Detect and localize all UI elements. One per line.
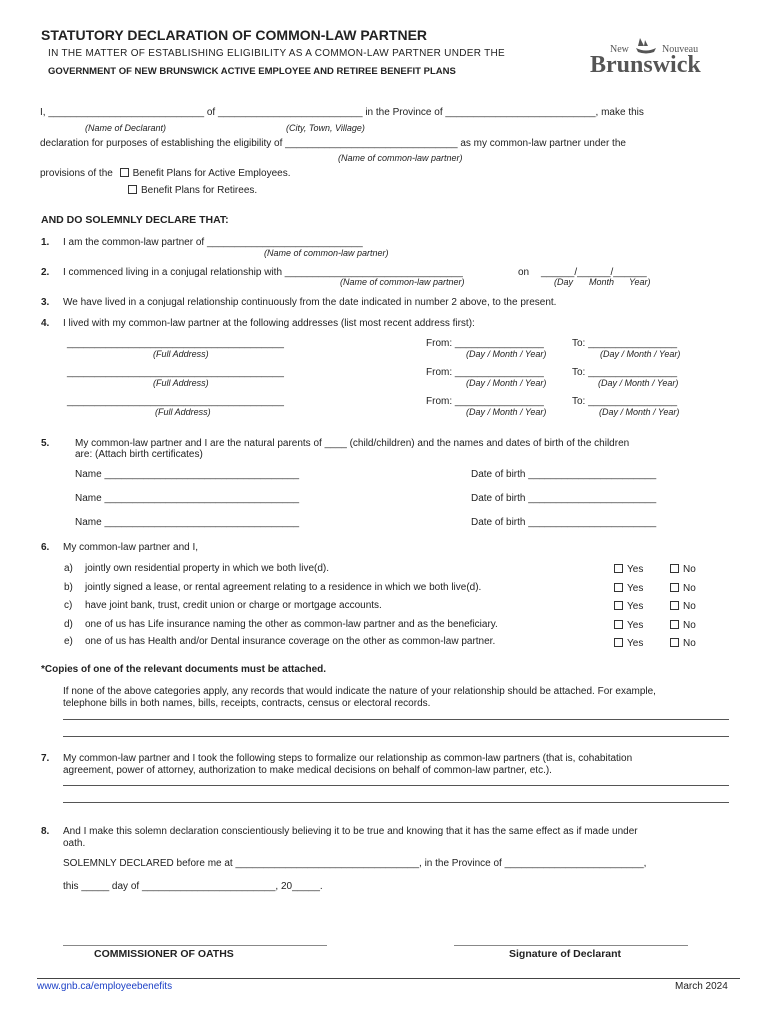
question-e-no[interactable]: No xyxy=(670,638,696,649)
item-2-text: I commenced living in a conjugal relationship with ________________________________ xyxy=(63,267,463,278)
no-checkbox[interactable] xyxy=(670,564,679,573)
item-2-on: on xyxy=(518,267,530,278)
item-3-text: We have lived in a conjugal relationship continuously from the date indicated in number 2 above, to the present. xyxy=(63,297,557,308)
new-brunswick-logo xyxy=(588,36,726,80)
yes-checkbox[interactable] xyxy=(614,564,623,573)
day-label: (Day xyxy=(554,277,574,287)
month-label: Month xyxy=(589,277,615,287)
logo-new-text: New xyxy=(610,44,629,55)
question-a-yes[interactable]: Yes xyxy=(614,564,643,575)
yes-checkbox[interactable] xyxy=(614,583,623,592)
address-3-to[interactable]: To: ________________ xyxy=(572,396,678,407)
declared-before-line[interactable]: SOLEMNLY DECLARED before me at _________________________________, in the Province of _________________________, xyxy=(63,858,647,869)
employee-benefits-link[interactable]: www.gnb.ca/employeebenefits xyxy=(37,981,173,992)
item-5-text-a: My common-law partner and I are the natural parents of ____ (child/children) and the names and dates of birth of the children xyxy=(75,438,630,449)
yes-checkbox[interactable] xyxy=(614,638,623,647)
city-label: (City, Town, Village) xyxy=(286,123,365,133)
address-2-to-label: (Day / Month / Year) xyxy=(598,378,679,388)
commissioner-signature-line[interactable] xyxy=(63,945,327,946)
date-line[interactable]: this _____ day of ________________________, 20_____. xyxy=(63,881,323,892)
address-3-from-label: (Day / Month / Year) xyxy=(466,407,547,417)
item-5-text-b: are: (Attach birth certificates) xyxy=(75,449,203,460)
question-c-yes[interactable]: Yes xyxy=(614,601,643,612)
child-2-name-field[interactable]: Name ___________________________________ xyxy=(75,493,300,504)
address-1-field[interactable]: _______________________________________ xyxy=(67,338,284,349)
item-1-label: (Name of common-law partner) xyxy=(264,248,389,258)
address-1-from-label: (Day / Month / Year) xyxy=(466,349,547,359)
question-d-text: one of us has Life insurance naming the other as common-law partner and as the beneficiary. xyxy=(85,619,498,630)
question-a-no[interactable]: No xyxy=(670,564,696,575)
item-number-4: 4. xyxy=(41,318,50,329)
retirees-option-row xyxy=(128,185,257,196)
child-2-dob-field[interactable]: Date of birth _______________________ xyxy=(471,493,657,504)
retirees-checkbox[interactable] xyxy=(128,185,137,194)
page-title: STATUTORY DECLARATION OF COMMON-LAW PARTNER xyxy=(41,27,428,43)
no-checkbox[interactable] xyxy=(670,583,679,592)
child-3-dob-field[interactable]: Date of birth _______________________ xyxy=(471,517,657,528)
year-label: Year) xyxy=(629,277,651,287)
declarant-name-label: (Name of Declarant) xyxy=(85,123,167,133)
copies-note: *Copies of one of the relevant documents must be attached. xyxy=(41,664,327,675)
intro-line-2: declaration for purposes of establishing the eligibility of _______________________________ as my common-law partner under the xyxy=(40,138,626,149)
revision-date: March 2024 xyxy=(675,981,728,992)
question-b-yes[interactable]: Yes xyxy=(614,583,643,594)
question-a-text: jointly own residential property in which we both live(d). xyxy=(85,563,330,574)
item-2-date-field[interactable]: ______/______/______ xyxy=(541,267,647,278)
footer-divider xyxy=(37,978,740,979)
question-d-no[interactable]: No xyxy=(670,620,696,631)
item-number-5: 5. xyxy=(41,438,50,449)
active-employees-option: Benefit Plans for Active Employees. xyxy=(132,168,291,179)
item-8-text-a: And I make this solemn declaration conscientiously believing it to be true and knowing that it has the same effect as if made under xyxy=(63,826,638,837)
item-number-3: 3. xyxy=(41,297,50,308)
item-4-text: I lived with my common-law partner at the following addresses (list most recent address first): xyxy=(63,318,475,329)
address-1-from[interactable]: From: ________________ xyxy=(426,338,544,349)
intro-line-1: I, ____________________________ of __________________________ in the Province of ___________________________, make this xyxy=(40,107,644,118)
question-b-text: jointly signed a lease, or rental agreement relating to a residence in which we both live(d). xyxy=(85,582,482,593)
item-number-2: 2. xyxy=(41,267,50,278)
item-number-1: 1. xyxy=(41,237,50,248)
question-d-yes[interactable]: Yes xyxy=(614,620,643,631)
subtitle-line-1: IN THE MATTER OF ESTABLISHING ELIGIBILITY AS A COMMON-LAW PARTNER UNDER THE xyxy=(48,48,506,59)
item-number-7: 7. xyxy=(41,753,50,764)
address-2-from-label: (Day / Month / Year) xyxy=(466,378,547,388)
question-e-text: one of us has Health and/or Dental insurance coverage on the other as common-law partner. xyxy=(85,636,496,647)
child-1-dob-field[interactable]: Date of birth _______________________ xyxy=(471,469,657,480)
question-a-letter: a) xyxy=(64,563,73,574)
question-d-letter: d) xyxy=(64,619,73,630)
address-2-label: (Full Address) xyxy=(153,378,209,388)
item-7-text-b: agreement, power of attorney, authorization to make medical decisions on behalf of common-law partner, etc.). xyxy=(63,765,552,776)
none-apply-text-a: If none of the above categories apply, any records that would indicate the nature of your relationship should be attached. For example, xyxy=(63,686,656,697)
address-1-to[interactable]: To: ________________ xyxy=(572,338,678,349)
item-1-text: I am the common-law partner of ____________________________ xyxy=(63,237,363,248)
address-3-to-label: (Day / Month / Year) xyxy=(599,407,680,417)
address-3-label: (Full Address) xyxy=(155,407,211,417)
address-1-to-label: (Day / Month / Year) xyxy=(600,349,681,359)
question-b-no[interactable]: No xyxy=(670,583,696,594)
address-2-to[interactable]: To: ________________ xyxy=(572,367,678,378)
child-1-name-field[interactable]: Name ___________________________________ xyxy=(75,469,300,480)
item-number-8: 8. xyxy=(41,826,50,837)
address-3-field[interactable]: _______________________________________ xyxy=(67,396,284,407)
commissioner-label: COMMISSIONER OF OATHS xyxy=(94,948,234,960)
records-line-2[interactable] xyxy=(63,736,729,737)
item-6-text: My common-law partner and I, xyxy=(63,542,199,553)
logo-brunswick-text: Brunswick xyxy=(590,52,701,78)
steps-line-1[interactable] xyxy=(63,785,729,786)
item-7-text-a: My common-law partner and I took the following steps to formalize our relationship as common-law partners (that is, cohabitation xyxy=(63,753,633,764)
partner-name-label: (Name of common-law partner) xyxy=(338,153,463,163)
question-b-letter: b) xyxy=(64,582,73,593)
provisions-label: provisions of the Benefit Plans for Active Employees. xyxy=(40,168,291,179)
declarant-signature-line[interactable] xyxy=(454,945,688,946)
no-checkbox[interactable] xyxy=(670,638,679,647)
records-line-1[interactable] xyxy=(63,719,729,720)
steps-line-2[interactable] xyxy=(63,802,729,803)
yes-checkbox[interactable] xyxy=(614,601,623,610)
no-checkbox[interactable] xyxy=(670,620,679,629)
child-3-name-field[interactable]: Name ___________________________________ xyxy=(75,517,300,528)
declare-heading: AND DO SOLEMNLY DECLARE THAT: xyxy=(41,214,229,226)
logo-nouveau-text: Nouveau xyxy=(662,44,699,55)
item-2-label: (Name of common-law partner) xyxy=(340,277,465,287)
question-c-text: have joint bank, trust, credit union or charge or mortgage accounts. xyxy=(85,600,382,611)
address-3-from[interactable]: From: ________________ xyxy=(426,396,544,407)
none-apply-text-b: telephone bills in both names, bills, receipts, contracts, census or electoral records. xyxy=(63,698,431,709)
question-e-yes[interactable]: Yes xyxy=(614,638,643,649)
address-1-label: (Full Address) xyxy=(153,349,209,359)
address-2-from[interactable]: From: ________________ xyxy=(426,367,544,378)
question-c-no[interactable]: No xyxy=(670,601,696,612)
item-number-6: 6. xyxy=(41,542,50,553)
retirees-option: Benefit Plans for Retirees. xyxy=(141,185,258,196)
declarant-label: Signature of Declarant xyxy=(509,948,622,960)
yes-checkbox[interactable] xyxy=(614,620,623,629)
no-checkbox[interactable] xyxy=(670,601,679,610)
question-c-letter: c) xyxy=(64,600,73,611)
question-e-letter: e) xyxy=(64,636,73,647)
subtitle-line-2: GOVERNMENT OF NEW BRUNSWICK ACTIVE EMPLOYEE AND RETIREE BENEFIT PLANS xyxy=(48,66,456,77)
address-2-field[interactable]: _______________________________________ xyxy=(67,367,284,378)
active-employees-checkbox[interactable] xyxy=(120,168,129,177)
item-8-text-b: oath. xyxy=(63,838,86,849)
